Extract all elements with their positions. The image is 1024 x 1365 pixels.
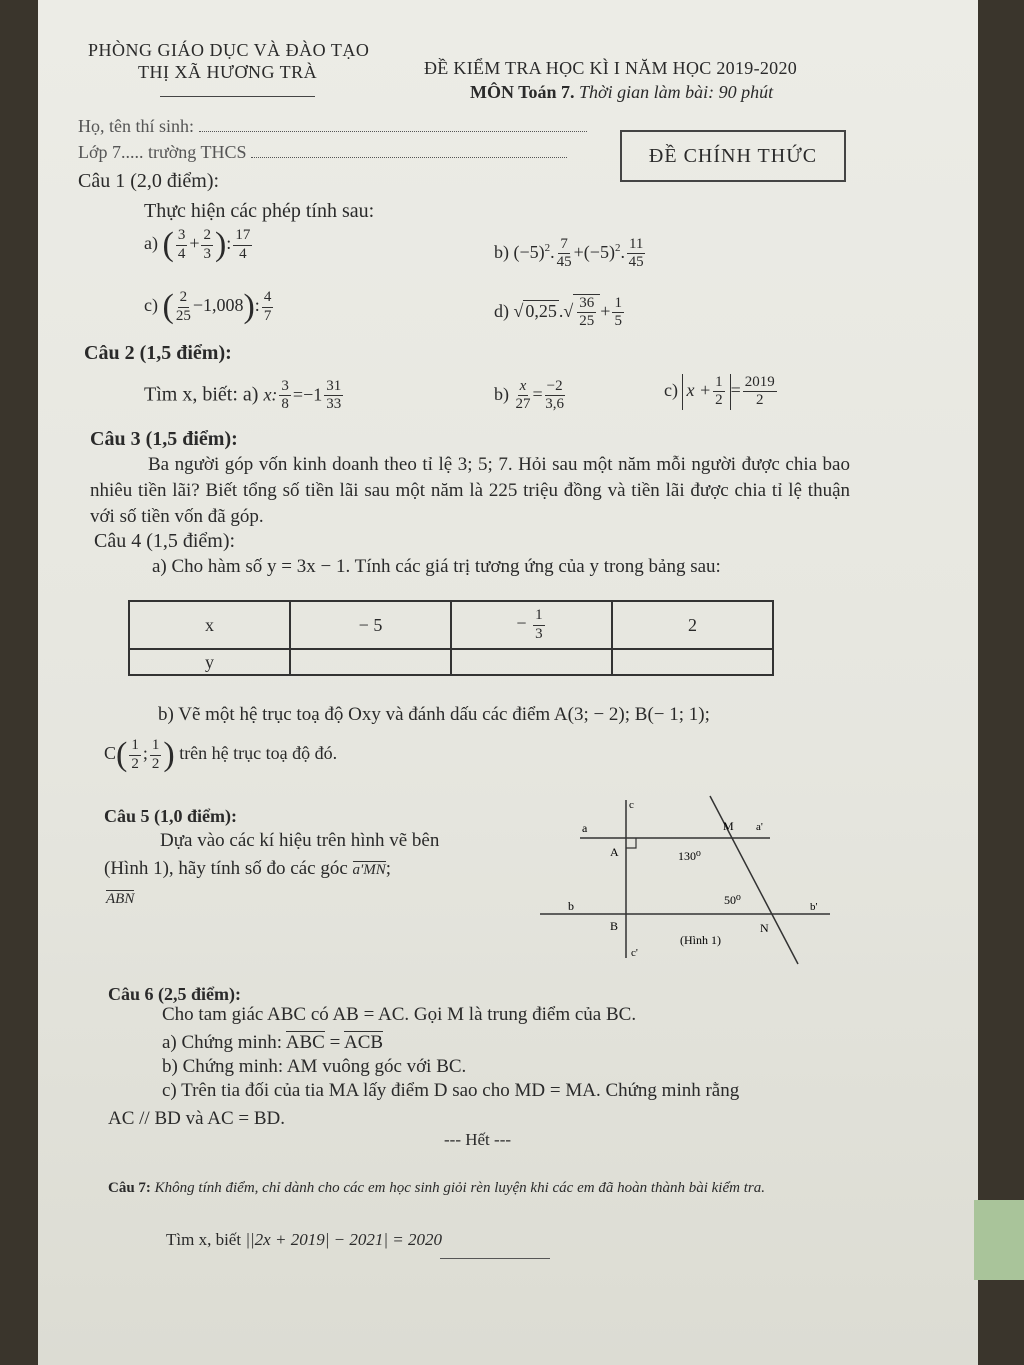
angle-ABN: ABN	[106, 891, 135, 907]
q4-a-text: a) Cho hàm số y = 3x − 1. Tính các giá trị tương ứng của y trong bảng sau:	[152, 556, 721, 577]
q3-text: Ba người góp vốn kinh doanh theo tỉ lệ 3; 5; 7. Hỏi sau một năm mỗi người được chia bao nhiêu tiền lãi? Biết tổng số tiền lãi sau một năm là 225 triệu đồng và tiền lãi được chia tỉ lệ thuận với số tiền vốn đã góp.	[90, 454, 850, 527]
label-a: a	[582, 821, 588, 835]
q7-expression: ||2x + 2019| − 2021| = 2020	[245, 1230, 442, 1249]
q2-title: Câu 2 (1,5 điểm):	[84, 342, 232, 364]
q1-c-frac1: $\frac{2}{25}$	[175, 289, 191, 324]
q1-b-label: b)	[494, 241, 509, 262]
q1-c-frac2: $\frac{4}{7}$	[263, 289, 272, 324]
q1-a-frac1: $\frac{3}{4}$	[177, 227, 186, 262]
q6-a: a) Chứng minh: ABC = ACB	[162, 1032, 384, 1053]
end-mark: --- Hết ---	[444, 1130, 512, 1149]
q6-b: b) Chứng minh: AM vuông góc với BC.	[162, 1056, 467, 1077]
table-frac: $\frac{1}{3}$	[535, 607, 543, 642]
background-object	[974, 1200, 1024, 1280]
figure-1	[500, 790, 840, 970]
q2-c-frac1: $\frac{1}{2}$	[715, 374, 723, 409]
label-a-prime: a'	[756, 821, 763, 833]
q2-b-frac2: $\frac{-2}{3,6}$	[545, 378, 565, 413]
q6-c-line1: c) Trên tia đối của tia MA lấy điểm D sao cho MD = MA. Chứng minh rằng	[162, 1080, 740, 1101]
q2-c: c) x + $\frac{1}{2}$ = $\frac{2019}{2}$	[664, 374, 775, 409]
q2-a-frac1: $\frac{3}{8}$	[281, 378, 289, 413]
angle-aMN: a'MN	[352, 862, 386, 878]
label-N: N	[760, 921, 769, 935]
q2-intro: Tìm x, biết:	[144, 383, 238, 406]
q1-intro: Thực hiện các phép tính sau:	[144, 200, 375, 222]
table-row	[129, 649, 773, 675]
table-cell	[612, 649, 773, 675]
class-label: Lớp 7..... trường THCS	[78, 142, 247, 162]
class-blank	[251, 157, 567, 158]
q1-d-frac2: $\frac{1}{5}$	[614, 295, 622, 330]
q4-b-text: b) Vẽ một hệ trục toạ độ Oxy và đánh dấu các điểm A(3; − 2); B(− 1; 1);	[158, 704, 710, 725]
q4-title: Câu 4 (1,5 điểm):	[94, 530, 236, 552]
table-row	[129, 601, 773, 649]
q4-c-frac2: $\frac{1}{2}$	[151, 737, 160, 772]
label-A: A	[610, 845, 619, 859]
office-line-1: PHÒNG GIÁO DỤC VÀ ĐÀO TẠO	[88, 40, 370, 60]
q1-a: a) ( $\frac{3}{4}$ + $\frac{2}{3}$ ): $\frac{17}{4}$	[144, 226, 251, 263]
q1-a-frac3: $\frac{17}{4}$	[235, 227, 251, 262]
q7-underline	[440, 1258, 550, 1259]
q5-line1: Dựa vào các kí hiệu trên hình vẽ bên	[160, 830, 440, 851]
q6-title: Câu 6 (2,5 điểm):	[108, 984, 241, 1004]
q1-c: c) ( $\frac{2}{25}$ −1,008): $\frac{4}{7}$	[144, 288, 272, 325]
subject-label: MÔN Toán 7.	[470, 82, 575, 102]
q2-a: Tìm x, biết: a) x: $\frac{3}{8}$ =−1 $\frac{31}{33}$	[144, 378, 342, 413]
q6-c-line2: AC // BD và AC = BD.	[108, 1108, 285, 1129]
angle-ACB: ACB	[344, 1032, 384, 1053]
q7-task: Tìm x, biết ||2x + 2019| − 2021| = 2020	[166, 1230, 442, 1249]
q5-line2: (Hình 1), hãy tính số đo các góc a'MN;	[104, 858, 392, 879]
figure-caption: (Hình 1)	[680, 933, 721, 947]
q5-title: Câu 5 (1,0 điểm):	[104, 806, 237, 826]
office-line-2: THỊ XÃ HƯƠNG TRÀ	[138, 62, 318, 82]
right-angle-mark	[626, 838, 636, 848]
q1-d: d) √ 0,25 .√ $\frac{36}{25}$ + $\frac{1}{5}$	[494, 295, 622, 330]
official-badge: ĐỀ CHÍNH THỨC	[620, 130, 846, 182]
value-table	[128, 600, 774, 676]
table-cell	[290, 649, 451, 675]
q7-note: Câu 7: Không tính điểm, chỉ dành cho các em học sinh giỏi rèn luyện khi các em đã hoàn thành bài kiểm tra.	[108, 1180, 765, 1196]
exam-title: ĐỀ KIỂM TRA HỌC KÌ I NĂM HỌC 2019-2020	[424, 58, 798, 78]
table-cell: − $\frac{1}{3}$	[451, 601, 612, 649]
label-B: B	[610, 919, 619, 933]
q1-a-label: a)	[144, 233, 158, 254]
table-cell: y	[129, 649, 290, 675]
student-name-field	[78, 116, 587, 137]
time-label: Thời gian làm bài: 90 phút	[579, 82, 774, 102]
header-underline	[160, 96, 315, 97]
q1-b-frac1: $\frac{7}{45}$	[556, 236, 572, 271]
label-b-prime: b'	[810, 901, 818, 913]
q1-a-frac2: $\frac{2}{3}$	[203, 227, 211, 262]
label-M: M	[723, 819, 734, 833]
q2-b-frac1: $\frac{x}{27}$	[515, 378, 531, 413]
q1-b-frac2: $\frac{11}{45}$	[628, 236, 644, 271]
q4-point-c: C( $\frac{1}{2}$ ; $\frac{1}{2}$ ) trên hệ trục toạ độ đó.	[104, 736, 338, 773]
subject-line	[470, 82, 773, 103]
table-cell	[451, 649, 612, 675]
angle-50: 50⁰	[724, 893, 741, 907]
q2-b: b) $\frac{x}{27}$ = $\frac{-2}{3,6}$	[494, 378, 565, 413]
q1-b: b) $(-5)^2$. $\frac{7}{45}$ $+(-5)^2$. $\frac{11}{45}$	[494, 236, 644, 271]
q3-title: Câu 3 (1,5 điểm):	[90, 428, 238, 450]
angle-130: 130⁰	[678, 849, 701, 863]
student-name-label: Họ, tên thí sinh:	[78, 116, 194, 136]
label-b: b	[568, 899, 574, 913]
table-cell: 2	[612, 601, 773, 649]
q1-d-label: d)	[494, 300, 509, 321]
q6-intro: Cho tam giác ABC có AB = AC. Gọi M là trung điểm của BC.	[162, 1004, 637, 1025]
q1-title: Câu 1 (2,0 điểm):	[78, 170, 220, 192]
q1-d-frac1: $\frac{36}{25}$	[579, 295, 595, 330]
q2-a-frac2: $\frac{31}{33}$	[326, 378, 342, 413]
class-field	[78, 142, 567, 163]
q2-c-frac2: $\frac{2019}{2}$	[744, 374, 775, 409]
label-c-prime: c'	[631, 947, 638, 959]
table-cell: x	[129, 601, 290, 649]
label-c: c	[629, 799, 634, 811]
student-name-blank	[199, 131, 587, 132]
q1-c-label: c)	[144, 295, 158, 316]
angle-ABC: ABC	[285, 1032, 325, 1053]
table-cell: − 5	[290, 601, 451, 649]
q4-c-frac1: $\frac{1}{2}$	[131, 737, 139, 772]
